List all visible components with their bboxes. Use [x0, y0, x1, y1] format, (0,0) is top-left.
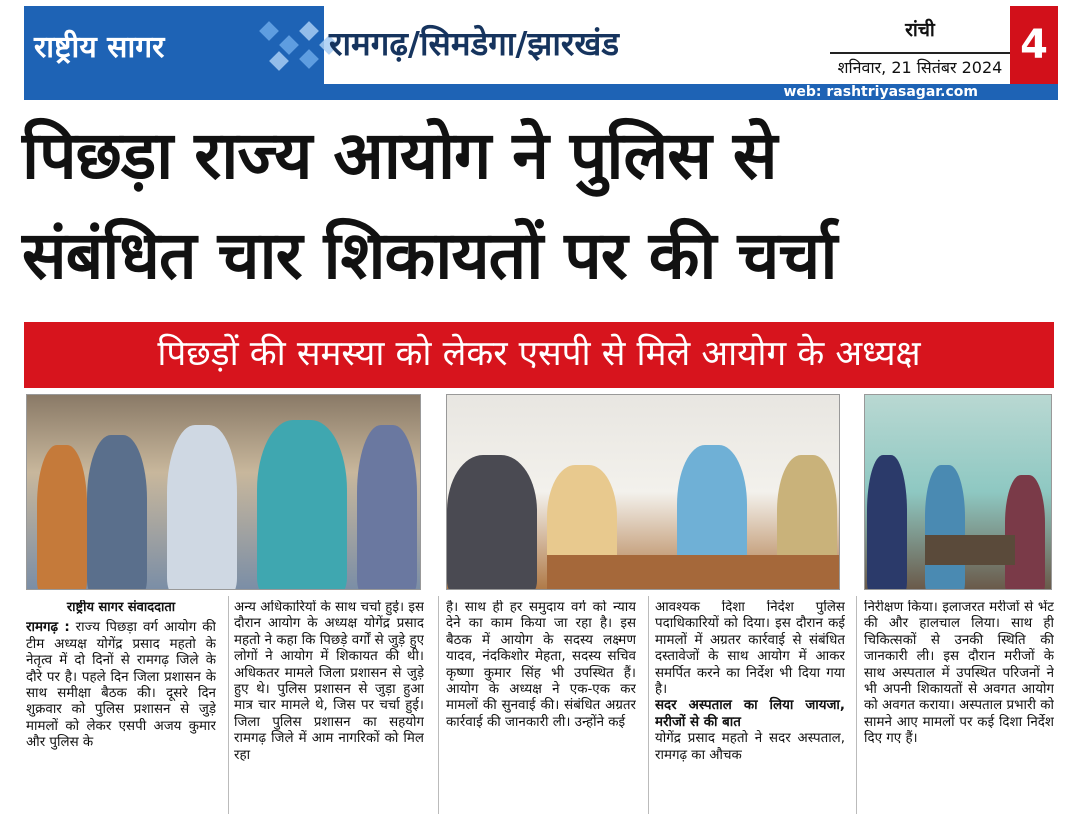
- edition-title: रामगढ़/सिमडेगा/झारखंड: [329, 24, 620, 63]
- column-1-text: राज्य पिछड़ा वर्ग आयोग की टीम अध्यक्ष योगेंद्र प्रसाद महतो के नेतृत्व में दो दिनों से रामगढ़ जिले के दौरे पर है। पहले दिन जिला प्रशासन के साथ समीक्षा बैठक की। दूसरे दिन शुक्रवार को पुलिस प्रशासन से जुड़े मामलों को लेकर एसपी अजय कुमार और पुलिस के: [26, 620, 216, 751]
- byline: राष्ट्रीय सागर संवाददाता: [66, 600, 176, 615]
- article-column-5: निरीक्षण किया। इलाजरत मरीजों से भेंट की और हालचाल लिया। साथ ही चिकित्सकों से उनकी स्थिति की जानकारी ली। इस दौरान मरीजों के साथ अस्पताल में उपस्थित परिजनों ने भी अपनी शिकायतों से अवगत आयोग को अवगत कराया। अस्पताल प्रभारी को सामने आए मामलों पर कई दिशा निर्देश दिए गए हैं।: [864, 600, 1054, 747]
- column-divider: [438, 596, 439, 814]
- photo-meeting-crowd: [26, 394, 421, 590]
- masthead: [24, 6, 1058, 100]
- photo-hospital-visit: [864, 394, 1052, 590]
- article-subheadline: पिछड़ों की समस्या को लेकर एसपी से मिले आयोग के अध्यक्ष: [24, 322, 1054, 388]
- column-divider: [648, 596, 649, 814]
- headline-line-1: पिछड़ा राज्य आयोग ने पुलिस से: [22, 117, 777, 194]
- headline-line-2: संबंधित चार शिकायतों पर की चर्चा: [22, 217, 837, 294]
- page-number: 4: [1010, 6, 1058, 84]
- issue-date: शनिवार, 21 सितंबर 2024: [830, 52, 1010, 78]
- dateline: रामगढ़ :: [26, 620, 70, 636]
- article-column-2: अन्य अधिकारियों के साथ चर्चा हुई। इस दौरान आयोग के अध्यक्ष योगेंद्र प्रसाद महतो ने कहा कि पिछड़े वर्गों से जुड़े हुए लोगों ने आयोग में शिकायत की थी। अधिकतर मामले जिला प्रशासन से जुड़े हुए थे। पुलिस प्रशासन से जुड़ा हुआ मात्र चार मामले थे, जिस पर चर्चा हुई। जिला पुलिस प्रशासन का सहयोग रामगढ़ जिले में आम नागरिकों को मिल रहा: [234, 600, 424, 763]
- hospital-subheading: सदर अस्पताल का लिया जायजा, मरीजों से की बात: [655, 698, 845, 730]
- city-label: रांची: [905, 19, 935, 41]
- column-4-text-2: योगेंद्र प्रसाद महतो ने सदर अस्पताल, रामगढ़ का औचक: [655, 731, 845, 763]
- column-4-text: आवश्यक दिशा निर्देश पुलिस पदाधिकारियों को दिया। इस दौरान कई मामलों में अग्रतर कार्रवाई से संबंधित दस्तावेजों के साथ आयोग में आकर समर्पित करने का निर्देश भी दिया गया है।: [655, 600, 845, 698]
- article-headline: [22, 106, 1062, 306]
- photo-commission-meeting: [446, 394, 840, 590]
- article-column-1: [26, 600, 216, 814]
- website-link[interactable]: web: rashtriyasagar.com: [24, 84, 1058, 100]
- article-column-3: है। साथ ही हर समुदाय वर्ग को न्याय देने का काम किया जा रहा है। इस बैठक में आयोग के सदस्य लक्ष्मण यादव, नंदकिशोर मेहता, सदस्य सचिव कृष्णा कुमार सिंह भी उपस्थित हैं। आयोग के अध्यक्ष ने एक-एक कर मामलों की सुनवाई की। संबंधित अग्रतर कार्रवाई की जानकारी ली। उन्होंने कई: [446, 600, 636, 730]
- column-divider: [228, 596, 229, 814]
- column-divider: [856, 596, 857, 814]
- article-column-4: [655, 600, 845, 814]
- brand-logo: राष्ट्रीय सागर: [24, 6, 324, 84]
